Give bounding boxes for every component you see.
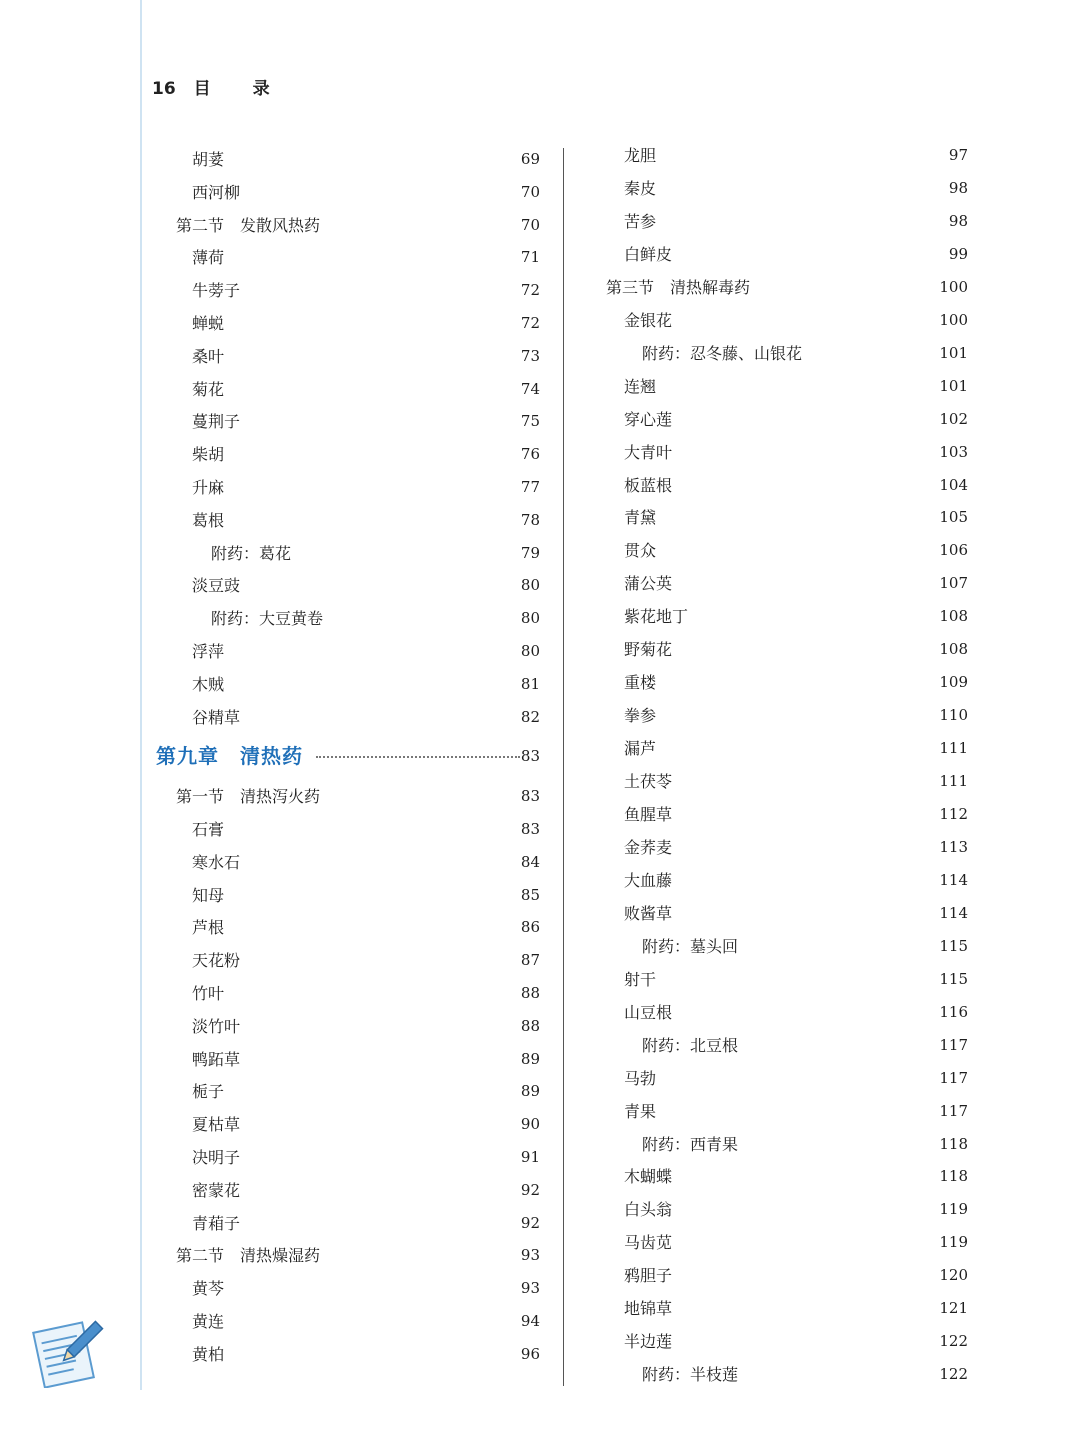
toc-entry[interactable] [606, 304, 968, 337]
toc-entry-label: 天花粉 [192, 951, 241, 971]
toc-page-number: 109 [939, 673, 968, 692]
toc-entry-label: 第二节 发散风热药 [176, 215, 321, 235]
toc-entry[interactable] [156, 1174, 540, 1207]
toc-page-number: 83 [520, 747, 540, 766]
toc-entry-label: 知母 [192, 885, 225, 905]
toc-entry[interactable] [606, 238, 968, 271]
toc-entry-label: 蝉蜕 [192, 314, 225, 333]
toc-entry[interactable] [606, 864, 968, 897]
toc-page-number: 97 [948, 146, 968, 164]
margin-rule [140, 0, 142, 1390]
toc-entry-label: 蔓荆子 [192, 412, 241, 432]
toc-entry-label: 白鲜皮 [624, 244, 673, 264]
toc-page-number: 94 [520, 1312, 540, 1330]
toc-entry-label: 淡竹叶 [192, 1016, 241, 1036]
toc-entry[interactable] [606, 403, 968, 436]
toc-entry-label: 附药：西青果 [642, 1134, 739, 1154]
toc-entry[interactable] [156, 1141, 540, 1174]
toc-entry-label: 附药：大豆黄卷 [211, 609, 324, 629]
toc-page-number: 119 [939, 1200, 968, 1219]
toc-entry-label: 胡荽 [192, 150, 225, 169]
toc-page-number: 81 [520, 674, 540, 693]
toc-page-number: 72 [520, 314, 540, 332]
toc-entry-label: 金荞麦 [624, 837, 673, 857]
toc-page-number: 70 [520, 182, 540, 201]
toc-entry-label: 大青叶 [624, 442, 673, 462]
toc-page-number: 96 [520, 1344, 540, 1363]
toc-entry[interactable] [156, 1305, 540, 1338]
toc-page-number: 111 [939, 772, 968, 791]
toc-entry[interactable] [606, 765, 968, 798]
toc-entry[interactable] [606, 172, 968, 205]
toc-entry[interactable] [156, 813, 540, 846]
toc-page-number: 93 [520, 1279, 540, 1298]
toc-entry-label: 鱼腥草 [624, 805, 673, 824]
toc-page-number: 118 [939, 1167, 968, 1186]
toc-leader-dots [316, 740, 520, 758]
toc-entry[interactable] [156, 471, 540, 504]
toc-entry-label: 第三节 清热解毒药 [606, 277, 751, 297]
toc-page-number: 121 [939, 1299, 968, 1318]
toc-entry[interactable] [156, 1272, 540, 1305]
toc-entry-label: 栀子 [192, 1082, 225, 1102]
toc-entry[interactable] [606, 798, 968, 831]
toc-entry[interactable] [606, 1226, 968, 1259]
toc-entry-label: 龙胆 [624, 146, 657, 165]
toc-entry-label: 葛根 [192, 510, 225, 530]
toc-page-number: 98 [948, 211, 968, 230]
toc-entry-label: 贯众 [624, 541, 657, 561]
toc-page-number: 103 [939, 442, 968, 461]
toc-entry[interactable] [156, 911, 540, 944]
toc-page-number: 108 [939, 640, 968, 659]
toc-entry[interactable] [156, 176, 540, 209]
toc-entry[interactable] [606, 501, 968, 534]
toc-section-entry[interactable] [156, 1239, 540, 1272]
column-divider [563, 148, 564, 1386]
toc-entry[interactable] [606, 1160, 968, 1193]
toc-page-number: 76 [520, 445, 540, 464]
toc-page-number: 107 [939, 574, 968, 593]
toc-page-number: 72 [520, 281, 540, 300]
toc-page-number: 112 [939, 805, 968, 823]
toc-entry-label: 板蓝根 [624, 475, 673, 495]
toc-entry-label: 木蝴蝶 [624, 1167, 673, 1187]
toc-entry-label: 竹叶 [192, 984, 225, 1003]
toc-page-number: 104 [939, 475, 968, 494]
toc-entry-label: 鸭跖草 [192, 1049, 241, 1069]
toc-entry[interactable] [606, 370, 968, 403]
toc-entry[interactable] [156, 977, 540, 1010]
toc-entry[interactable] [606, 567, 968, 600]
toc-page-number: 110 [939, 706, 968, 725]
toc-entry[interactable] [606, 633, 968, 666]
toc-section-entry[interactable] [156, 209, 540, 242]
toc-entry-label: 土茯苓 [624, 772, 673, 792]
toc-entry[interactable] [606, 831, 968, 864]
toc-entry[interactable] [606, 534, 968, 567]
toc-entry-label: 密蒙花 [192, 1180, 241, 1200]
toc-entry-label: 拳参 [624, 706, 657, 726]
toc-page-number: 74 [520, 379, 540, 398]
toc-entry-label: 菊花 [192, 379, 225, 399]
toc-entry[interactable] [606, 1292, 968, 1325]
toc-entry-label: 苦参 [624, 211, 657, 231]
toc-page-number: 85 [520, 885, 540, 904]
toc-entry[interactable] [606, 436, 968, 469]
toc-page-number: 86 [520, 918, 540, 937]
toc-page-number: 117 [939, 1101, 968, 1120]
page-title: 目 录 [193, 79, 288, 99]
toc-entry-label: 浮萍 [192, 642, 225, 661]
toc-page-number: 105 [939, 508, 968, 527]
toc-entry-label: 漏芦 [624, 739, 657, 759]
toc-page-number: 101 [939, 376, 968, 395]
toc-entry-label: 牛蒡子 [192, 281, 241, 301]
toc-entry-label: 地锦草 [624, 1299, 673, 1319]
toc-entry[interactable] [156, 340, 540, 373]
toc-entry[interactable] [606, 1095, 968, 1128]
toc-sub-entry[interactable] [606, 337, 968, 370]
toc-entry-label: 淡豆豉 [192, 576, 241, 596]
toc-entry-label: 青果 [624, 1101, 657, 1121]
toc-sub-entry[interactable] [606, 930, 968, 963]
toc-page-number: 111 [939, 739, 968, 758]
toc-entry-label: 马齿苋 [624, 1233, 673, 1253]
toc-page-number: 80 [520, 642, 540, 660]
toc-page-number: 90 [520, 1115, 540, 1134]
toc-entry-label: 蒲公英 [624, 574, 673, 594]
toc-entry-label: 桑叶 [192, 346, 225, 366]
toc-page-number: 77 [520, 478, 540, 496]
toc-page-number: 71 [520, 248, 540, 267]
toc-page-number: 116 [939, 1002, 968, 1021]
toc-entry-label: 第二节 清热燥湿药 [176, 1246, 321, 1266]
toc-sub-entry[interactable] [606, 1029, 968, 1062]
toc-page-number: 92 [520, 1213, 540, 1232]
toc-page-number: 78 [520, 510, 540, 529]
toc-page-number: 120 [939, 1266, 968, 1285]
toc-entry-label: 黄芩 [192, 1279, 225, 1299]
toc-entry-label: 第九章 清热药 [156, 744, 303, 769]
page-number: 16 [152, 79, 176, 99]
toc-page-number: 88 [520, 1016, 540, 1035]
toc-entry-label: 鸦胆子 [624, 1266, 673, 1286]
toc-entry[interactable] [156, 701, 540, 734]
toc-entry[interactable] [606, 666, 968, 699]
toc-entry[interactable] [156, 1207, 540, 1240]
toc-entry[interactable] [156, 504, 540, 537]
toc-entry-label: 决明子 [192, 1148, 241, 1167]
toc-entry-label: 黄连 [192, 1312, 225, 1331]
toc-entry-label: 芦根 [192, 918, 225, 938]
toc-page-number: 83 [520, 787, 540, 806]
toc-page-number: 117 [939, 1068, 968, 1087]
toc-entry-label: 第一节 清热泻火药 [176, 787, 321, 807]
toc-page-number: 117 [939, 1035, 968, 1054]
toc-entry-label: 败酱草 [624, 903, 673, 923]
toc-page-number: 114 [939, 903, 968, 922]
toc-page-number: 98 [948, 178, 968, 197]
toc-entry-label: 重楼 [624, 673, 657, 693]
toc-entry-label: 半边莲 [624, 1332, 673, 1352]
toc-entry-label: 寒水石 [192, 852, 241, 872]
toc-entry[interactable] [156, 1075, 540, 1108]
toc-entry[interactable] [606, 699, 968, 732]
toc-chapter-entry[interactable] [156, 740, 540, 773]
toc-page-number: 83 [520, 820, 540, 838]
toc-page-number: 119 [939, 1233, 968, 1252]
toc-entry-label: 薄荷 [192, 248, 225, 268]
toc-entry-label: 白头翁 [624, 1200, 673, 1220]
toc-page-number: 91 [520, 1148, 540, 1166]
toc-page-number: 122 [939, 1365, 968, 1384]
toc-entry[interactable] [156, 879, 540, 912]
toc-page-number: 101 [939, 343, 968, 362]
toc-entry-label: 夏枯草 [192, 1115, 241, 1135]
toc-page-number: 99 [948, 244, 968, 263]
toc-page-number: 100 [939, 277, 968, 296]
toc-entry-label: 黄柏 [192, 1344, 225, 1364]
toc-entry[interactable] [606, 205, 968, 238]
toc-page-number: 80 [520, 609, 540, 628]
toc-page-number: 88 [520, 984, 540, 1002]
toc-entry[interactable] [156, 307, 540, 340]
toc-section-entry[interactable] [156, 780, 540, 813]
toc-page-number: 80 [520, 576, 540, 595]
toc-entry-label: 西河柳 [192, 182, 241, 202]
toc-entry[interactable] [606, 1062, 968, 1095]
notebook-pencil-icon [30, 1312, 106, 1388]
toc-entry[interactable] [156, 1010, 540, 1043]
toc-entry-label: 秦皮 [624, 178, 657, 198]
toc-entry-label: 谷精草 [192, 707, 241, 727]
toc-entry[interactable] [156, 1338, 540, 1371]
toc-page-number: 102 [939, 409, 968, 428]
toc-page-number: 114 [939, 870, 968, 889]
toc-entry-label: 附药：忍冬藤、山银花 [642, 343, 803, 363]
toc-page-number: 93 [520, 1246, 540, 1265]
toc-entry[interactable] [156, 846, 540, 879]
toc-sub-entry[interactable] [606, 1128, 968, 1161]
toc-entry-label: 附药：葛花 [211, 543, 292, 563]
toc-entry-label: 石膏 [192, 820, 225, 839]
toc-entry[interactable] [606, 1193, 968, 1226]
toc-page-number: 115 [939, 936, 968, 955]
toc-entry-label: 柴胡 [192, 445, 225, 465]
toc-entry[interactable] [156, 373, 540, 406]
toc-entry[interactable] [156, 274, 540, 307]
toc-entry-label: 马勃 [624, 1068, 657, 1088]
toc-page-number: 79 [520, 543, 540, 562]
toc-page-number: 100 [939, 310, 968, 329]
toc-entry[interactable] [156, 1108, 540, 1141]
toc-page-number: 75 [520, 412, 540, 431]
toc-entry[interactable] [156, 405, 540, 438]
toc-entry-label: 附药：墓头回 [642, 936, 739, 956]
toc-entry[interactable] [156, 569, 540, 602]
toc-entry[interactable] [606, 139, 968, 172]
toc-entry-label: 连翘 [624, 376, 657, 396]
toc-entry[interactable] [156, 438, 540, 471]
toc-entry[interactable] [156, 635, 540, 668]
toc-page-number: 69 [520, 150, 540, 168]
toc-sub-entry[interactable] [156, 537, 540, 570]
toc-sub-entry[interactable] [606, 1358, 968, 1391]
toc-entry-label: 山豆根 [624, 1002, 673, 1022]
toc-page-number: 89 [520, 1049, 540, 1068]
toc-page-number: 106 [939, 541, 968, 560]
toc-entry[interactable] [156, 1043, 540, 1076]
toc-entry[interactable] [606, 1259, 968, 1292]
toc-entry-label: 木贼 [192, 674, 225, 694]
toc-page-number: 108 [939, 607, 968, 626]
page-header [152, 74, 288, 99]
toc-page-number: 115 [939, 969, 968, 988]
toc-entry[interactable] [606, 600, 968, 633]
toc-page-number: 84 [520, 852, 540, 871]
toc-entry-label: 附药：北豆根 [642, 1035, 739, 1055]
toc-page-number: 89 [520, 1082, 540, 1101]
toc-entry[interactable] [156, 241, 540, 274]
toc-entry-label: 紫花地丁 [624, 607, 689, 627]
toc-page-number: 113 [939, 837, 968, 856]
toc-section-entry[interactable] [606, 271, 968, 304]
toc-sub-entry[interactable] [156, 602, 540, 635]
toc-page-number: 92 [520, 1180, 540, 1199]
toc-entry-label: 附药：半枝莲 [642, 1365, 739, 1385]
toc-page-number: 118 [939, 1134, 968, 1153]
toc-entry-label: 射干 [624, 969, 657, 989]
toc-entry-label: 青葙子 [192, 1213, 241, 1233]
toc-entry-label: 穿心莲 [624, 409, 673, 429]
toc-entry[interactable] [156, 143, 540, 176]
toc-entry[interactable] [606, 897, 968, 930]
toc-entry[interactable] [606, 732, 968, 765]
toc-entry[interactable] [606, 963, 968, 996]
toc-entry-label: 大血藤 [624, 870, 673, 890]
toc-entry[interactable] [156, 944, 540, 977]
toc-page-number: 122 [939, 1332, 968, 1351]
toc-entry[interactable] [156, 668, 540, 701]
toc-entry-label: 青黛 [624, 508, 657, 528]
toc-page-number: 87 [520, 951, 540, 970]
toc-page-number: 73 [520, 346, 540, 365]
toc-entry-label: 野菊花 [624, 640, 673, 660]
toc-entry-label: 金银花 [624, 310, 673, 330]
toc-page-number: 82 [520, 707, 540, 726]
toc-entry[interactable] [606, 996, 968, 1029]
toc-page-number: 70 [520, 215, 540, 234]
toc-entry[interactable] [606, 469, 968, 502]
toc-entry[interactable] [606, 1325, 968, 1358]
toc-entry-label: 升麻 [192, 478, 225, 497]
